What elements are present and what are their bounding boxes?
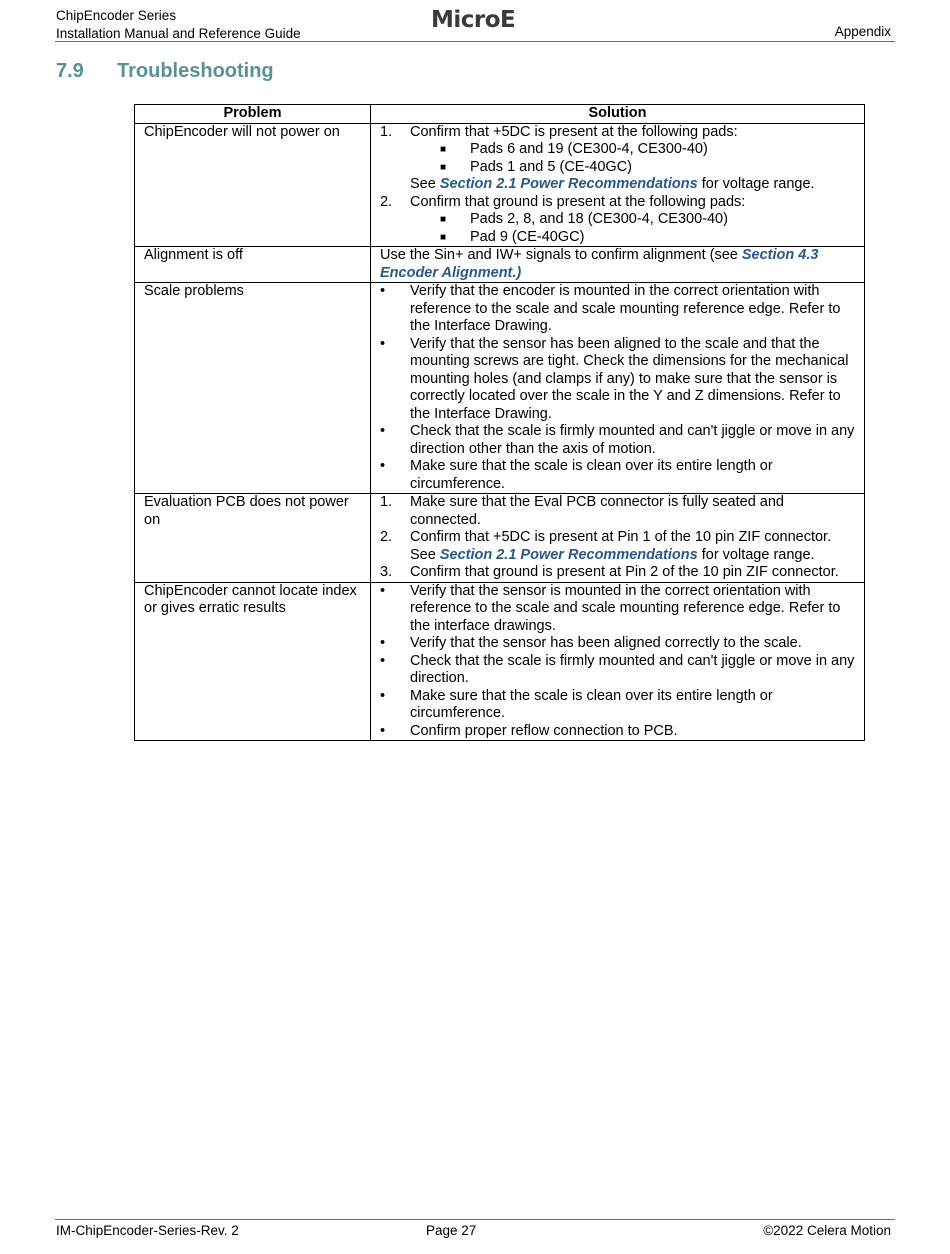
list-number: 2. [380, 193, 393, 210]
problem-cell: Scale problems [135, 283, 371, 494]
solution-cell [371, 247, 865, 283]
column-header-solution: Solution [371, 105, 865, 124]
sub-list-text: Pads 2, 8, and 18 (CE300-4, CE300-40) [470, 211, 728, 227]
footer-rule [55, 1219, 895, 1220]
solution-cell [371, 582, 865, 741]
list-item [380, 124, 856, 142]
list-item [380, 336, 856, 424]
list-text: Confirm proper reflow connection to PCB. [410, 722, 678, 739]
table-header-row [135, 105, 865, 124]
list-item [380, 458, 856, 493]
bullet-icon: • [380, 652, 386, 669]
square-bullet-icon: ■ [440, 161, 447, 173]
sub-list-text: Pad 9 (CE-40GC) [470, 228, 585, 245]
see-reference-note [380, 176, 856, 194]
list-text: Verify that the sensor has been aligned to the scale and that the mounting screws are tight. Check the dimensions for the mechanical mounting holes (and clamps if any) to make sure that the sensor is correctly located over the scale in the Y and Z dimensions. Refer to the Interface Drawing. [410, 335, 849, 422]
section-heading [56, 60, 274, 83]
note-text: for voltage range. [697, 176, 815, 192]
column-header-problem: Problem [135, 105, 371, 124]
see-reference-note [380, 547, 856, 565]
list-item [380, 653, 856, 688]
bullet-icon: • [380, 635, 386, 651]
sub-list-item [380, 211, 856, 229]
problem-cell: Evaluation PCB does not power on [135, 494, 371, 583]
list-text: Confirm that +5DC is present at Pin 1 of the 10 pin ZIF connector. [410, 529, 832, 545]
solution-cell [371, 494, 865, 583]
list-item [380, 635, 856, 653]
section-reference-link[interactable]: Section 4.3 Encoder Alignment.) [380, 247, 819, 281]
list-item [380, 688, 856, 723]
list-number: 1. [380, 123, 393, 140]
problem-cell: ChipEncoder cannot locate index or gives erratic results [135, 582, 371, 741]
list-text: Make sure that the Eval PCB connector is fully seated and connected. [410, 494, 784, 528]
header-guide-title: Installation Manual and Reference Guide [56, 25, 301, 41]
sub-list-text: Pads 1 and 5 (CE-40GC) [470, 158, 632, 175]
list-text: Make sure that the scale is clean over its entire length or circumference. [410, 687, 773, 721]
bullet-icon: • [380, 722, 386, 739]
solution-text: Use the Sin+ and IW+ signals to confirm alignment (see [380, 247, 742, 263]
sub-list-item [380, 159, 856, 177]
header-left [56, 7, 301, 42]
table-row [135, 494, 865, 583]
list-item [380, 723, 856, 741]
bullet-icon: • [380, 283, 386, 299]
list-item [380, 423, 856, 458]
table-row [135, 582, 865, 741]
list-text: Make sure that the scale is clean over its entire length or circumference. [410, 458, 773, 492]
list-text: Confirm that ground is present at Pin 2 of the 10 pin ZIF connector. [410, 564, 839, 580]
square-bullet-icon: ■ [440, 144, 447, 155]
footer-copyright: ©2022 Celera Motion [763, 1223, 891, 1238]
list-text: Verify that the sensor has been aligned correctly to the scale. [410, 635, 802, 651]
table-row [135, 283, 865, 494]
list-text: Check that the scale is firmly mounted and can't jiggle or move in any direction other than the axis of motion. [410, 423, 855, 457]
list-item [380, 583, 856, 636]
bullet-icon: • [380, 458, 386, 474]
list-number: 2. [380, 529, 393, 545]
list-number: 3. [380, 564, 393, 580]
footer-page-number: Page 27 [426, 1223, 477, 1238]
list-number: 1. [380, 494, 393, 510]
microe-logo: MicroE [431, 7, 516, 33]
list-item [380, 529, 856, 547]
troubleshooting-table [134, 104, 865, 741]
sub-list-item [380, 229, 856, 247]
problem-cell: Alignment is off [135, 247, 371, 283]
solution-cell [371, 123, 865, 247]
section-number: 7.9 [56, 60, 84, 82]
header-rule [55, 41, 895, 42]
table-row [135, 123, 865, 247]
sub-list-text: Pads 6 and 19 (CE300-4, CE300-40) [470, 141, 708, 157]
section-reference-link[interactable]: Section 2.1 Power Recommendations [439, 546, 698, 563]
note-text: for voltage range. [697, 546, 815, 563]
list-item [380, 283, 856, 336]
list-item [380, 194, 856, 212]
note-text: See [410, 546, 440, 563]
list-text: Confirm that ground is present at the following pads: [410, 193, 746, 210]
list-text: Confirm that +5DC is present at the following pads: [410, 123, 738, 140]
list-item [380, 494, 856, 529]
footer-doc-id: IM-ChipEncoder-Series-Rev. 2 [56, 1223, 239, 1238]
header-section: Appendix [834, 24, 891, 39]
square-bullet-icon: ■ [440, 214, 447, 225]
bullet-icon: • [380, 687, 386, 704]
bullet-icon: • [380, 582, 386, 599]
solution-cell [371, 283, 865, 494]
list-item [380, 564, 856, 582]
table-row [135, 247, 865, 283]
bullet-icon: • [380, 423, 386, 439]
problem-cell: ChipEncoder will not power on [135, 123, 371, 247]
list-text: Verify that the encoder is mounted in the correct orientation with reference to the scale and scale mounting reference edge. Refer to the Interface Drawing. [410, 283, 841, 334]
header-series: ChipEncoder Series [56, 8, 177, 23]
list-text: Verify that the sensor is mounted in the correct orientation with reference to the scale and scale mounting reference edge. Refer to the interface drawings. [410, 582, 841, 634]
list-text: Check that the scale is firmly mounted and can't jiggle or move in any direction. [410, 652, 855, 686]
square-bullet-icon: ■ [440, 231, 447, 243]
sub-list-item [380, 141, 856, 159]
section-title: Troubleshooting [117, 60, 274, 82]
bullet-icon: • [380, 335, 386, 352]
note-text: See [410, 176, 440, 192]
section-reference-link[interactable]: Section 2.1 Power Recommendations [439, 176, 698, 192]
